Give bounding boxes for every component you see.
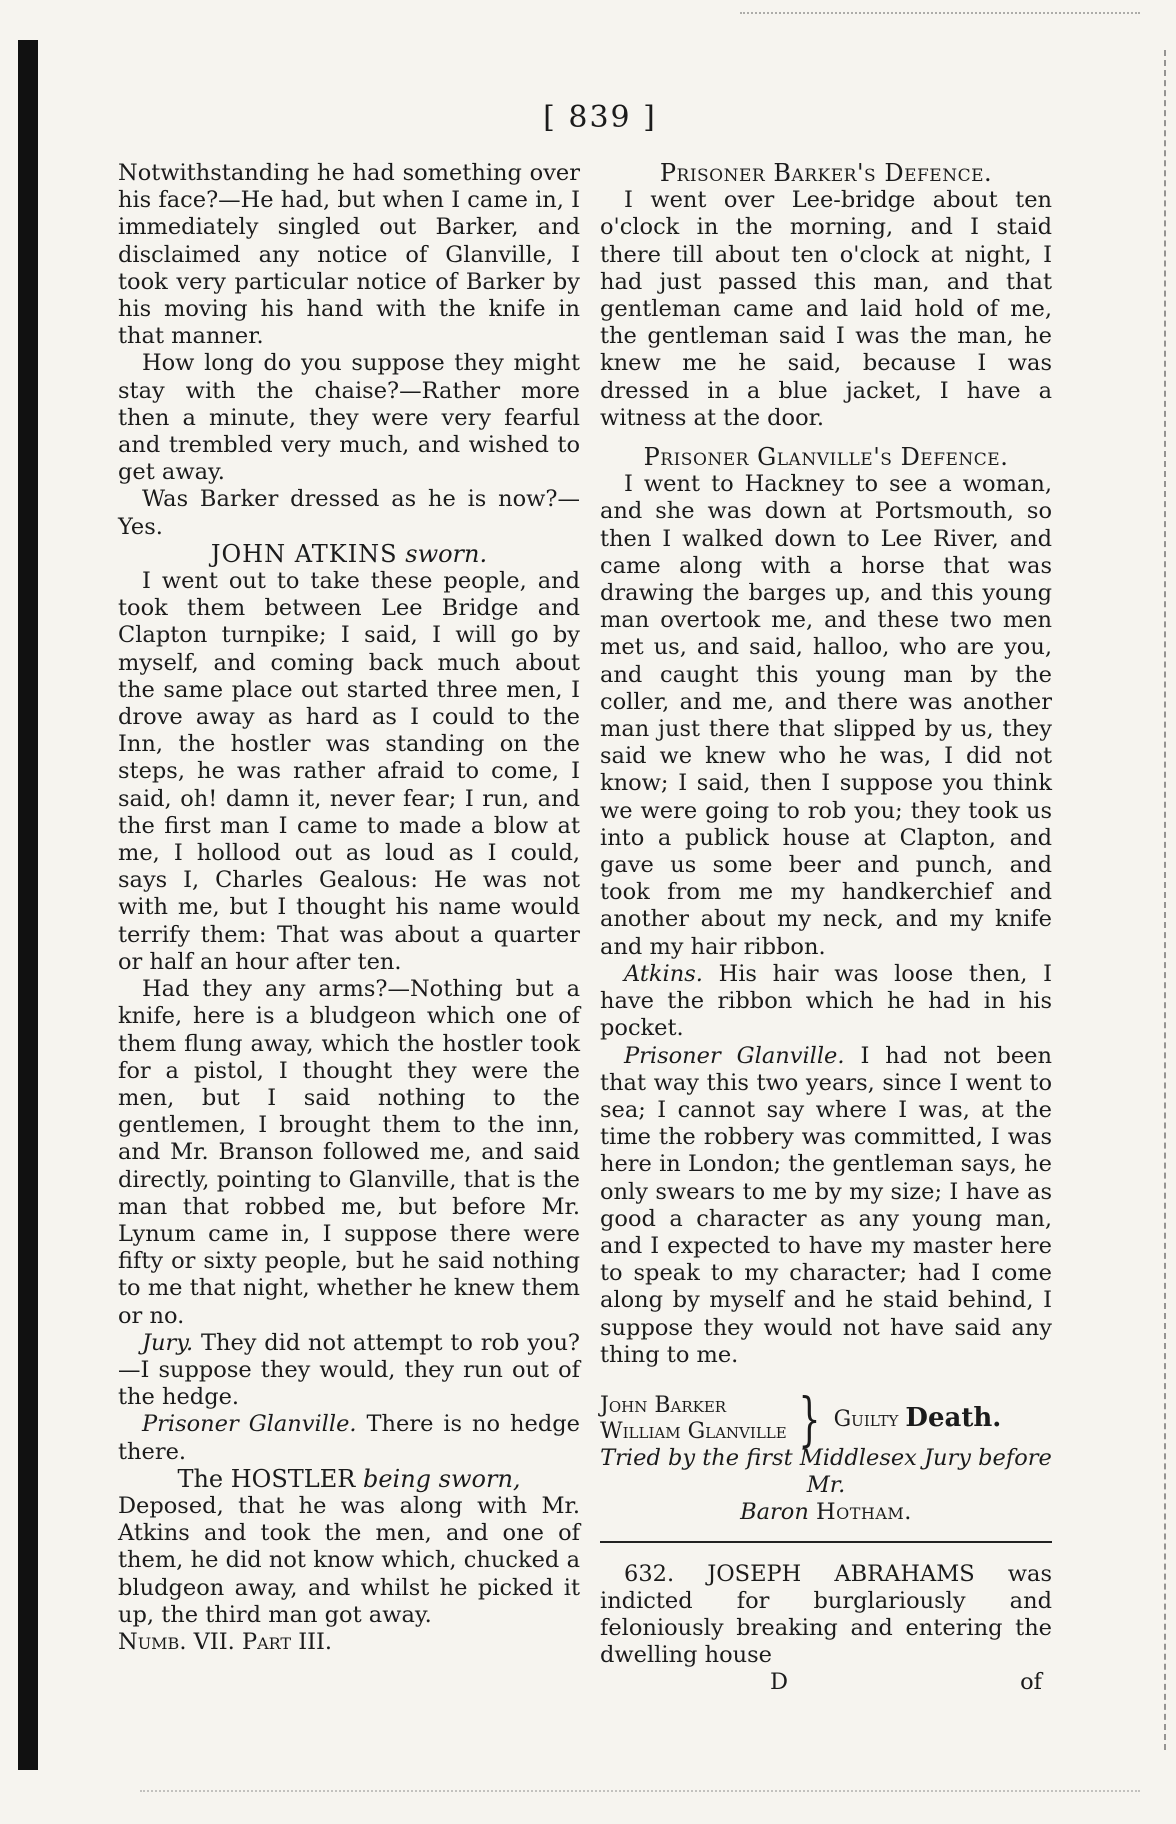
page-number: [ 839 ]	[543, 100, 657, 135]
paragraph: Had they any arms?—Nothing but a knife, here is a bludgeon which one of them flung away, which the hostler took for a pistol, I thought they were the men, but I said nothing to the gentlemen, I brought them to the inn, and Mr. Branson followed me, and said directly, pointing to Glanville, that is the man that robbed me, but before Mr. Lynum came in, I suppose there were fifty or sixty people, but he said nothing to me that night, whether he knew them or no.	[118, 976, 580, 1329]
paragraph: I went over Lee-bridge about ten o'clock in the morning, and I staid there till about ten o'clock at night, I had just passed this man, and that gentleman came and laid hold of me, the gentleman said I was the man, he knew me he said, because I was dressed in a blue jacket, I have a witness at the door.	[600, 187, 1052, 431]
paragraph	[600, 961, 1052, 1043]
sworn-label: sworn.	[405, 539, 488, 568]
paragraph: Deposed, that he was along with Mr. Atkins and took the men, and one of them, he did not know which, chucked a bludgeon away, and whilst he picked it up, the third man got away.	[118, 1492, 580, 1628]
witness-heading-atkins	[118, 541, 580, 568]
paragraph	[600, 1561, 1052, 1670]
speaker-label: Atkins.	[624, 960, 703, 987]
witness-name: The HOSTLER	[177, 1464, 356, 1493]
speaker-label: Jury.	[142, 1329, 194, 1356]
speech: There is no hedge there.	[118, 1411, 580, 1465]
witness-name: JOHN ATKINS	[210, 539, 398, 568]
verdict	[600, 1384, 1052, 1453]
speech: They did not attempt to rob you?—I suppose they would, they run out of the hedge.	[118, 1329, 580, 1411]
defence-heading-barker: Prisoner Barker's Defence.	[659, 159, 993, 187]
verdict-names	[600, 1393, 787, 1445]
left-column	[118, 160, 580, 1656]
paragraph: I went out to take these people, and took them between Lee Bridge and Clapton turnpike; I said, I will go by myself, and coming back much about the same place out started three men, I drove away as hard as I could to the Inn, the hostler was standing on the steps, he was rather afraid to come, I said, oh! damn it, never fear; I run, and the first man I came to made a blow at me, I hollood out as loud as I could, says I, Charles Gealous: He was not with me, but I thought his name would terrify them: That was about a quarter or half an hour after ten.	[118, 568, 580, 975]
scan-margin-noise	[1148, 50, 1166, 1750]
judge-name: Hotham.	[815, 1499, 912, 1526]
signature-line: Numb. VII. Part III.	[118, 1628, 333, 1655]
tried-note	[600, 1445, 1052, 1527]
defendant-name: William Glanville	[600, 1418, 787, 1444]
paragraph	[600, 1043, 1052, 1369]
verdict-guilty: Guilty	[833, 1406, 899, 1432]
section-divider	[600, 1541, 1052, 1543]
speech: I had not been that way this two years, since I went to sea; I cannot say where I was, at the time the robbery was committed, I was here in London; the gentleman says, he only swears to me by my size; I have as good a character as any young man, and I expected to have my master here to speak to my character; had I come along by myself and he staid behind, I suppose they would not have said any thing to me.	[600, 1042, 1052, 1368]
verdict-sentence: Death.	[905, 1402, 1002, 1433]
right-column	[600, 160, 1052, 1697]
defence-heading-glanville: Prisoner Glanville's Defence.	[643, 443, 1009, 472]
tried-line: Tried by the first Middlesex Jury before Mr.	[600, 1444, 1052, 1499]
speaker-label: Prisoner Glanville.	[142, 1411, 357, 1438]
case-text: JOSEPH ABRAHAMS was indicted for burglariously and feloniously breaking and entering the dwelling house	[600, 1560, 1052, 1669]
paragraph: How long do you suppose they might stay with the chaise?—Rather more then a minute, they were very fearful and trembled very much, and wished to get away.	[118, 350, 580, 486]
verdict-brace: }	[798, 1384, 821, 1453]
paragraph: Notwithstanding he had something over his face?—He had, but when I came in, I immediately singled out Barker, and disclaimed any notice of Glanville, I took very particular notice of Barker by his moving his hand with the knife in that manner.	[118, 160, 580, 350]
catchword-row	[600, 1669, 1052, 1696]
paragraph	[118, 1411, 580, 1465]
speaker-label: Prisoner Glanville.	[624, 1042, 845, 1069]
paragraph: Was Barker dressed as he is now?—Yes.	[118, 486, 580, 540]
scan-bottom-noise	[140, 1790, 1140, 1794]
catchword: of	[1020, 1669, 1042, 1696]
paragraph: I went to Hackney to see a woman, and she was down at Portsmouth, so then I walked down to Lee River, and came along with a horse that was drawing the barges up, and this young man overtook me, and these two men met us, and said, halloo, who are you, and caught this young man by the coller, and me, and there was another man just there that slipped by us, they said we knew who he was, I did not know; I said, then I suppose you think we were going to rob you; they took us into a publick house at Clapton, and gave us some beer and punch, and took from me my handkerchief and another about my neck, and my knife and my hair ribbon.	[600, 471, 1052, 960]
paragraph	[118, 1330, 580, 1412]
scanned-page-edge	[18, 40, 38, 1770]
verdict-result	[833, 1402, 1002, 1433]
signature-mark: D	[770, 1669, 789, 1696]
case-number: 632.	[624, 1560, 675, 1587]
witness-heading-hostler	[118, 1466, 580, 1493]
speech: His hair was loose then, I have the ribbon which he had in his pocket.	[600, 960, 1052, 1042]
tried-line: Baron	[740, 1499, 809, 1526]
sworn-label: being sworn,	[362, 1464, 521, 1493]
defendant-name: John Barker	[600, 1392, 727, 1418]
scan-top-noise	[740, 12, 1140, 18]
